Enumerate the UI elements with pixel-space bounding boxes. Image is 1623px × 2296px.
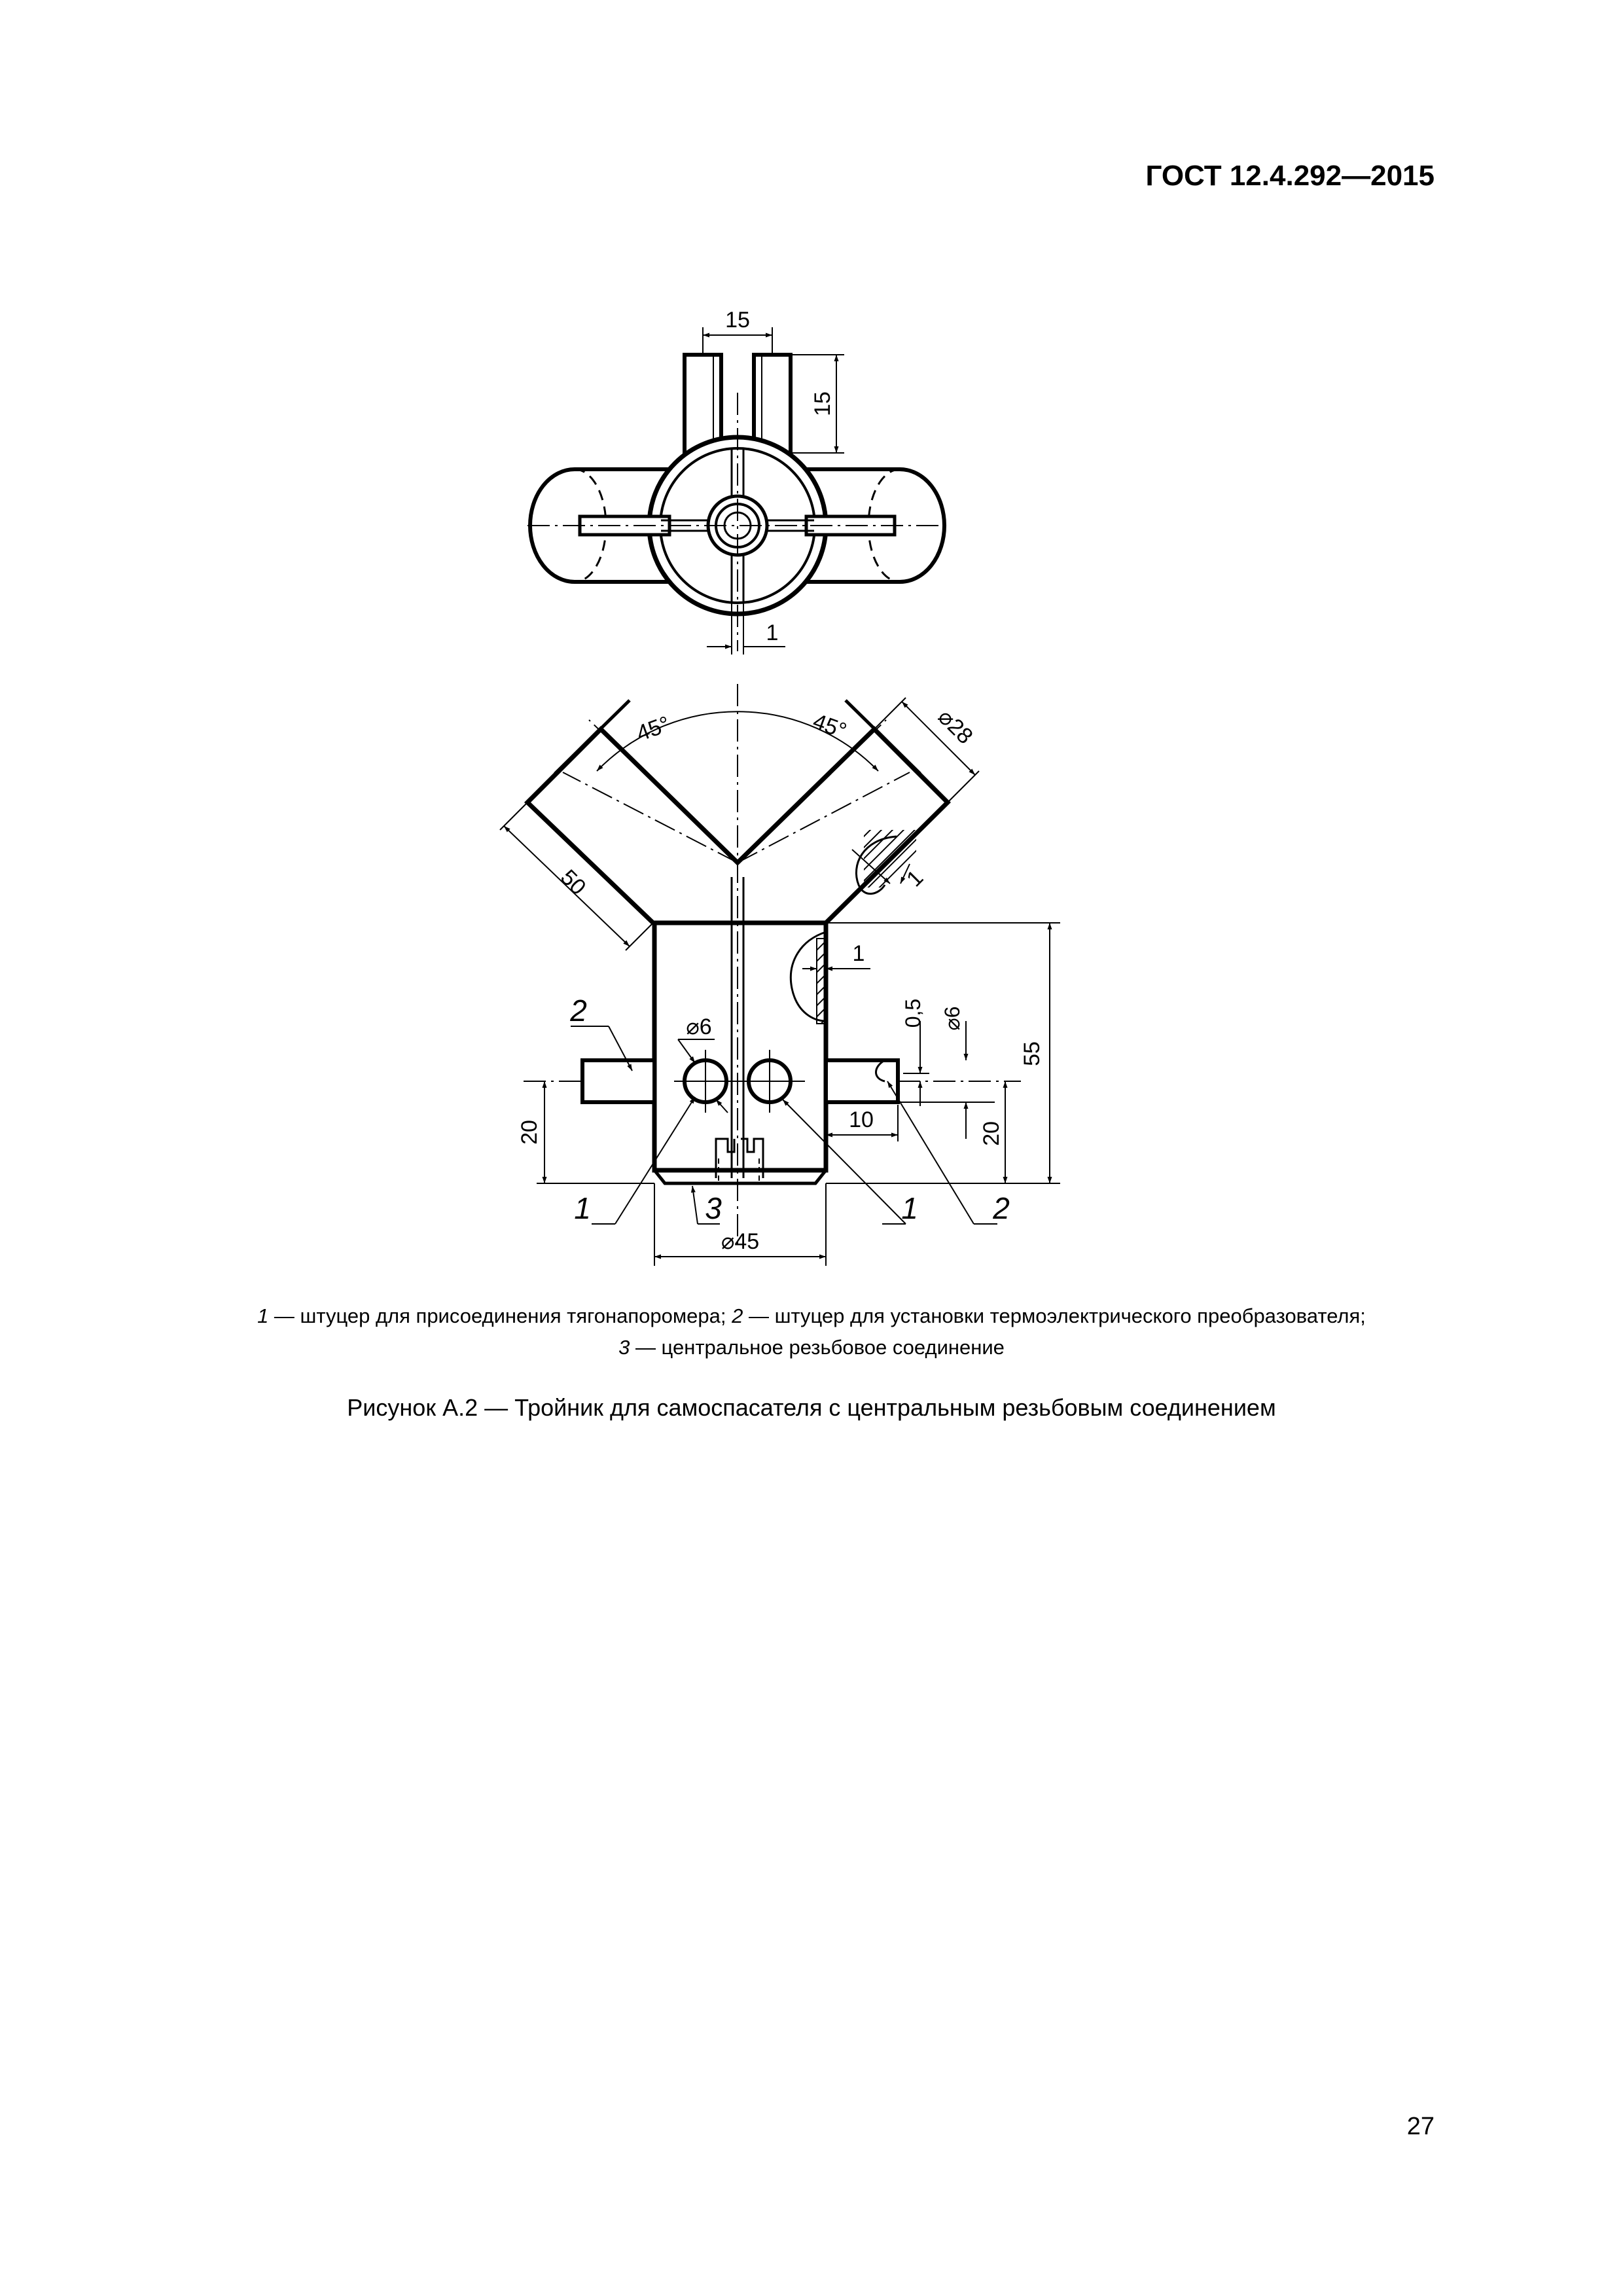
- page-number: 27: [1406, 2113, 1435, 2140]
- callout-1-right: 1: [901, 1191, 918, 1225]
- dim-arm-diameter: ⌀28: [933, 704, 978, 749]
- dim-body-wall: 1: [852, 941, 865, 966]
- dim-side-diameter: ⌀6: [940, 1006, 964, 1031]
- legend-line-1: [0, 1301, 1623, 1331]
- angle-label-right: 45°: [810, 709, 850, 744]
- dim-total-height: 55: [1020, 1041, 1044, 1066]
- dim-left-height: 20: [517, 1120, 542, 1145]
- legend-text-3: — центральное резьбовое соединение: [630, 1336, 1005, 1359]
- dim-top-nozzle-height: 15: [810, 391, 835, 416]
- dim-body-diameter: ⌀45: [721, 1229, 760, 1254]
- callout-2-left: 2: [570, 994, 587, 1028]
- dim-top-slot-width: 1: [766, 620, 779, 645]
- dim-gap: 0,5: [901, 998, 925, 1028]
- legend-text-1: — штуцер для присоединения тягонапоромера;: [268, 1304, 732, 1327]
- top-view: [527, 327, 949, 655]
- legend-line-2: [0, 1333, 1623, 1363]
- figure-caption: Рисунок А.2 — Тройник для самоспасателя с центральным резьбовым соединением: [347, 1394, 1276, 1421]
- dim-arm-wall: 1: [902, 865, 929, 892]
- dim-top-nozzle-spacing: 15: [725, 308, 750, 332]
- legend-num-1: 1: [257, 1304, 269, 1327]
- front-side-nozzle-left: [582, 1060, 654, 1102]
- dim-side-length: 10: [849, 1107, 874, 1132]
- standard-header: ГОСТ 12.4.292—2015: [1145, 160, 1435, 192]
- dim-arm-length: 50: [555, 865, 591, 901]
- legend-num-3: 3: [618, 1336, 630, 1359]
- callout-1-left: 1: [574, 1191, 591, 1225]
- legend-num-2: 2: [732, 1304, 743, 1327]
- dim-hole-diameter: ⌀6: [686, 1014, 712, 1039]
- callout-2-right: 2: [993, 1191, 1010, 1225]
- callout-3: 3: [705, 1191, 722, 1225]
- front-view: [500, 684, 1060, 1266]
- angle-label-left: 45°: [633, 711, 673, 747]
- legend-text-2: — штуцер для установки термоэлектрического преобразователя;: [743, 1304, 1366, 1327]
- front-body: [654, 923, 826, 1170]
- front-side-nozzle-right: [826, 1060, 898, 1102]
- dim-right-height: 20: [979, 1121, 1004, 1146]
